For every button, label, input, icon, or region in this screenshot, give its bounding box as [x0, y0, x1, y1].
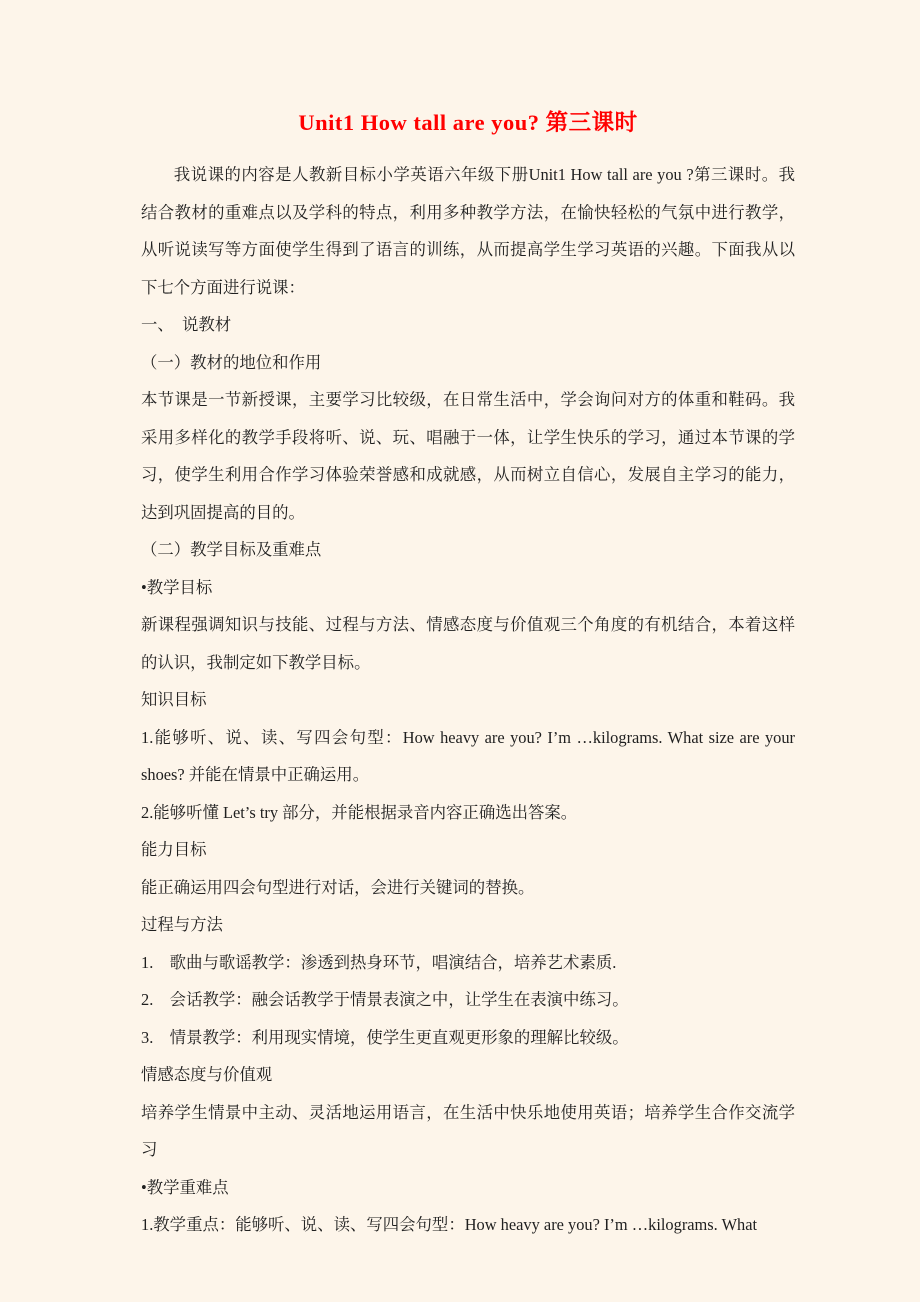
paragraph: 情感态度与价值观	[141, 1065, 273, 1084]
paragraph: 1. 歌曲与歌谣教学：渗透到热身环节，唱演结合，培养艺术素质.	[141, 952, 617, 972]
paragraph: 一、 说教材	[141, 315, 232, 334]
paragraph: 3. 情景教学：利用现实情境，使学生更直观更形象的理解比较级。	[141, 1027, 629, 1047]
document-title: Unit1 How tall are you? 第三课时	[298, 110, 638, 135]
document-body	[141, 156, 795, 1244]
paragraph: 能正确运用四会句型进行对话，会进行关键词的替换。	[141, 877, 535, 897]
paragraph: 2.能够听懂 Let’s try 部分，并能根据录音内容正确选出答案。	[141, 802, 578, 822]
paragraph: 能力目标	[141, 840, 207, 859]
paragraph: 1.能够听、说、读、写四会句型：How heavy are you? I’m …kilograms. What size are your shoes? 并能在情景中正确运用。	[141, 727, 795, 784]
paragraph: 过程与方法	[141, 915, 223, 934]
document-content	[141, 102, 795, 1244]
paragraph: •教学目标	[141, 577, 213, 597]
paragraph: 2. 会话教学：融会话教学于情景表演之中，让学生在表演中练习。	[141, 990, 629, 1009]
paragraph: •教学重难点	[141, 1177, 229, 1197]
paragraph: 我说课的内容是人教新目标小学英语六年级下册Unit1 How tall are you ?第三课时。我结合教材的重难点以及学科的特点，利用多种教学方法，在愉快轻松的气氛中进行教学，从听说读写等方面使学生得到了语言的训练，从而提高学生学习英语的兴趣。下面我从以下七个方面进行说课：	[141, 165, 795, 297]
paragraph: 1.教学重点：能够听、说、读、写四会句型：How heavy are you? I’m …kilograms. What	[141, 1215, 758, 1234]
paragraph: 新课程强调知识与技能、过程与方法、情感态度与价值观三个角度的有机结合，本着这样的认识，我制定如下教学目标。	[141, 615, 795, 672]
paragraph: （二）教学目标及重难点	[141, 540, 322, 559]
paragraph: 知识目标	[141, 690, 207, 709]
paragraph: 本节课是一节新授课，主要学习比较级，在日常生活中，学会询问对方的体重和鞋码。我采用多样化的教学手段将听、说、玩、唱融于一体，让学生快乐的学习，通过本节课的学习，使学生利用合作学习体验荣誉感和成就感，从而树立自信心，发展自主学习的能力，达到巩固提高的目的。	[141, 390, 795, 522]
paragraph: （一）教材的地位和作用	[141, 352, 322, 372]
paragraph: 培养学生情景中主动、灵活地运用语言，在生活中快乐地使用英语；培养学生合作交流学习	[141, 1102, 795, 1159]
